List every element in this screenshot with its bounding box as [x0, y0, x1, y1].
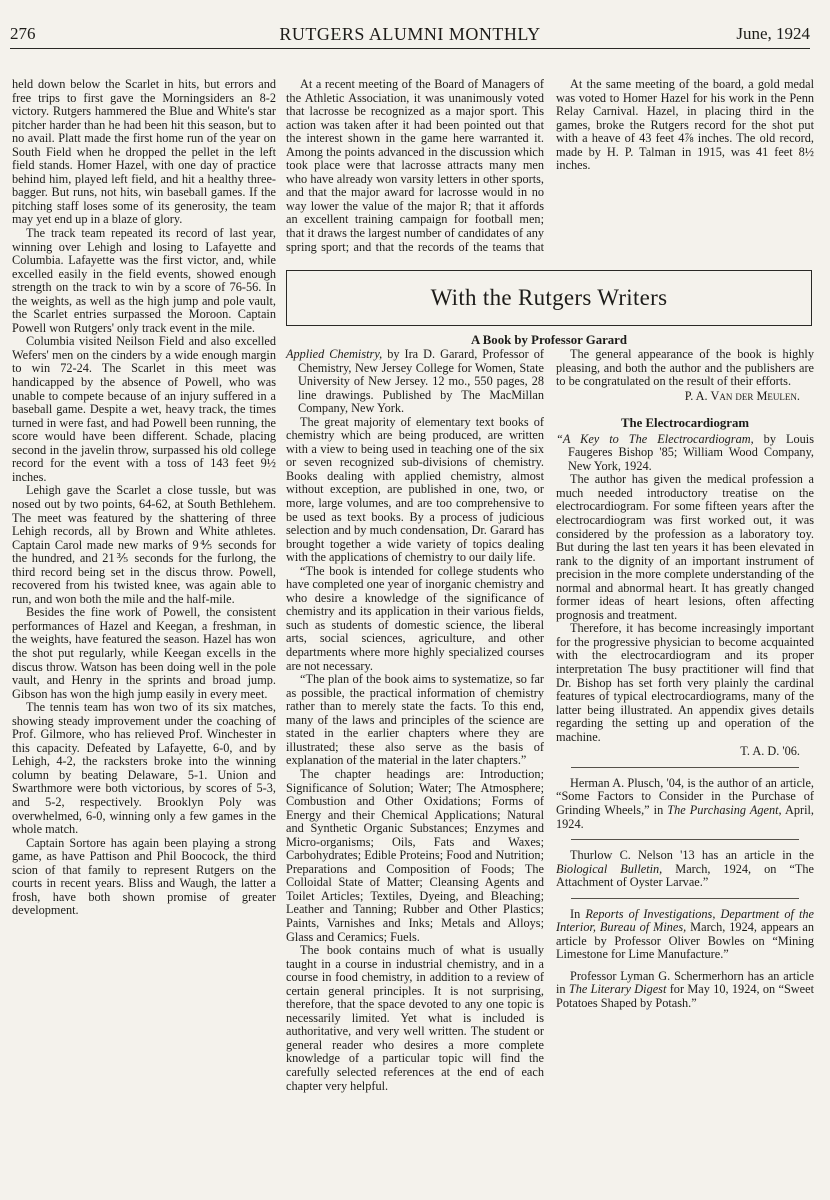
sports-column-left — [12, 78, 276, 918]
book-citation: “A Key to The Electrocardiogram, by Louis Faugeres Bishop '85; William Wood Company, New York, 1924. — [556, 431, 814, 473]
review-signature: P. A. Van der Meulen. — [684, 388, 800, 403]
chemistry-review-column — [286, 348, 544, 1093]
review-heading: A Book by Professor Garard — [471, 333, 627, 347]
writers-column-right — [556, 348, 814, 1011]
review-paragraph: “The book is intended for college students who have completed one year of inorganic chemistry and who desire a knowledge of the significance of chemistry and its application in their various fields, such as students of domestic science, the liberal arts, social sciences, agriculture, and other departments where more highly specialized courses are not necessary. — [286, 563, 544, 673]
review-paragraph: The book contains much of what is usually taught in a course in industrial chemistry, and in a course in food chemistry, in addition to a review of certain general principles. It is not surprising, therefore, that the space devoted to any one topic is necessarily limited. Yet what is included is authoritative, and very well written. The student or general reader who desires a more complete knowledge of a particular topic will find the carefully selected references at the end of each chapter very helpful. — [286, 943, 544, 1093]
book-title: Applied Chemistry, — [286, 347, 383, 361]
divider — [571, 898, 798, 899]
section-banner — [286, 270, 812, 326]
alumni-notice: Professor Lyman G. Schermerhorn has an article in The Literary Digest for May 10, 1924, on “Sweet Potatoes Shaped by Potash.” — [556, 968, 815, 1010]
review-heading: The Electrocardiogram — [620, 416, 750, 431]
sports-paragraph: Captain Sortore has again been playing a strong game, as have Pattison and Phil Boocock, the third scion of that family to represent Rutgers on the courts in recent years. Bliss and Waugh, the latter a frosh, have both shown promise of greater development. — [12, 835, 276, 918]
review-paragraph: The chapter headings are: Introduction; Significance of Solution; Water; The Atmosphere; Combustion and Other Oxidations; Forms of Energy and their Chemical Applications; Natural and Synthetic Organic Substances; Enzymes and Micro-organisms; Oils, Fats and Waxes; Carbohydrates; Edible Proteins; Food and Nutrition; Preparations and Composition of Foods; The Colloidal State of Matter; Cleansing Agents and Toilet Articles; Textiles, Dyeing, and Bleaching; Leather and Tanning; Rubber and Other Plastics; Paints, Varnishes and Inks; Metals and Alloys; Glass and Ceramics; Fuels. — [286, 766, 544, 944]
divider — [571, 767, 798, 768]
review-signature: T. A. D. '06. — [740, 744, 800, 759]
sports-paragraph: At a recent meeting of the Board of Managers of the Athletic Association, it was unanimously voted that lacrosse be recognized as a major sport. This action was taken after it had been pointed out that the interest shown in the game here warranted it. Among the points advanced in the discussion which took place were that lacrosse attracts many men who have already won varsity letters in other sports, and that the major award for lacrosse would in no way lower the value of the major R; that it affords an excellent training campaign for football men; that it draws the largest number of candidates of any spring sport; and that the records of the teams that — [286, 78, 544, 254]
running-head — [10, 22, 810, 49]
section-title: With the Rutgers Writers — [430, 285, 668, 310]
book-title: “A Key to The Electrocardiogram, — [556, 431, 754, 446]
review-paragraph: “The plan of the book aims to systematize, so far as possible, the practical information of chemistry rather than to merely state the facts. To this end, many of the laws and principles of the science are stated in the earlier chapters where they are illustrated; these also serve as the basis of explanation of the material in the later chapters.” — [286, 672, 544, 768]
alumni-notice: Herman A. Plusch, '04, is the author of an article, “Some Factors to Consider in the Purchase of Grinding Wheels,” in The Purchasing Agent, April, 1924. — [556, 775, 814, 831]
sports-column-right — [556, 78, 814, 173]
sports-paragraph: At the same meeting of the board, a gold medal was voted to Homer Hazel for his work in the Penn Relay Carnival. Hazel, in placing third in the games, broke the Rutgers record for the shot put with a heave of 43 feet 4⅞ inches. The old record, made by H. P. Talman in 1915, was 41 feet 8½ inches. — [556, 77, 814, 173]
sports-paragraph: Besides the fine work of Powell, the consistent performances of Hazel and Keegan, a freshman, in the weights, have featured the season. Hazel has won the shot put regularly, while Keegan excells in the discus throw. Watson has been doing well in the pole vault, and Henry in the sprints and broad jump. Gibson has won the high jump easily in every meet. — [12, 605, 276, 701]
review-paragraph: The great majority of elementary text books of chemistry which are being produced, are written with a view to being used in teaching one of the six or seven recognized sub-divisions of chemistry. Books dealing with applied chemistry, almost without exception, are published in one, two, or more, large volumes, and are too comprehensive to be used as text books. By a process of judicious selection and by much condensation, Dr. Garard has brought together a wide variety of topics dealing with the applications of chemistry to our daily life. — [286, 414, 544, 565]
issue-date: June, 1924 — [736, 24, 810, 43]
sports-paragraph: held down below the Scarlet in hits, but errors and free trips to first gave the Morningsiders an 8-2 victory. Rutgers hammered the Blue and White's star pitcher harder than he had been hit this season, but to no avail. Platt made the first home run of the year on South Field when he dropped the pellet in the left field stands. Homer Hazel, with one day of practice behind him, played left field, and hit a healthy three-bagger. But runs, not hits, win baseball games. If the pitching staff loses some of its generosity, the team may yet end up in a blaze of glory. — [12, 77, 276, 227]
alumni-notice: Thurlow C. Nelson '13 has an article in the Biological Bulletin, March, 1924, on “The Attachment of Oyster Larvae.” — [556, 848, 814, 890]
sports-column-middle — [286, 78, 544, 254]
review-paragraph: Therefore, it has become increasingly important for the progressive physician to become acquainted with the electrocardiogram and its proper interpretation The busy practitioner will find that Dr. Bishop has set forth very plainly the cardinal features of typical electrocardiograms, many of the latter being illustrated. An appendix gives details regarding the setting up and operation of the machine. — [556, 621, 814, 744]
sports-paragraph: The track team repeated its record of last year, winning over Lehigh and losing to Lafayette and Columbia. Lafayette was the first victor, and, while excelled easily in the field events, showed enough strength on the track to win by a score of 76-56. In the weights, as well as the high jump and pole vault, the Scarlet entries surpassed the Moroon. Captain Powell won Rutgers' only track event in the mile. — [12, 226, 276, 335]
review-paragraph: The author has given the medical profession a much needed introductory treatise on the electrocardiogram. For some fifteen years after the electrocardiogram was first worked out, it was considered by the profession as a laboratory toy. But during the last ten years it has been elevated in rank to the dignity of an important instrument of precision in the more complete understanding of the normal and abnormal heart. It has greatly changed former ideas of heart lesions, often affecting prognosis and treatment. — [556, 472, 814, 622]
alumni-notice: In Reports of Investigations, Department of the Interior, Bureau of Mines, March, 1924, appears an article by Professor Oliver Bowles on “Mining Limestone for Lime Manufacture.” — [556, 906, 814, 962]
sports-paragraph: Lehigh gave the Scarlet a close tussle, but was nosed out by two points, 64-62, at South Bethlehem. The meet was featured by the shattering of three Lehigh records, all by Brown and White athletes. Captain Carol made new marks of 9⅘ seconds for the hundred, and 21⅗ seconds for the furlong, the third record being set in the discus throw. Powell, recovered from his twisted knee, was again able to run, and won both the mile and the half-mile. — [12, 483, 276, 606]
book-citation: Applied Chemistry, by Ira D. Garard, Professor of Chemistry, New Jersey College for Women, State University of New Jersey. 12 mo., 550 pages, 28 line drawings. Published by The MacMillan Company, New York. — [286, 347, 544, 416]
review-paragraph: The general appearance of the book is highly pleasing, and both the author and the publishers are to be congratulated on the result of their efforts. — [556, 347, 814, 389]
sports-paragraph: The tennis team has won two of its six matches, showing steady improvement under the coaching of Prof. Gilmore, who has relieved Prof. Winchester in this capacity. Defeated by Lafayette, 6-0, and by Lehigh, 4-2, the racksters broke into the winning column by beating Delaware, 5-1. Union and Swarthmore were both victorious, by scores of 5-3, and 5-2, respectively. Brooklyn Poly was overwhelmed, 6-0, winning only a few games in the whole match. — [12, 700, 276, 837]
divider — [571, 839, 798, 840]
journal-title: RUTGERS ALUMNI MONTHLY — [279, 24, 541, 44]
page-number: 276 — [10, 24, 36, 43]
sports-paragraph: Columbia visited Neilson Field and also excelled Wefers' men on the cinders by a wide enough margin to win 72-24. The Scarlet in this meet was handicapped by the absence of Powell, who was unable to compete because of an injury suffered in a baseball game. Despite a wet, heavy track, the times turned in were fast, and had Powell been running, the score would have been different. Schade, placing second in the javelin throw, surpassed his old college record for the event with a toss of 143 feet 9½ inches. — [12, 334, 276, 484]
